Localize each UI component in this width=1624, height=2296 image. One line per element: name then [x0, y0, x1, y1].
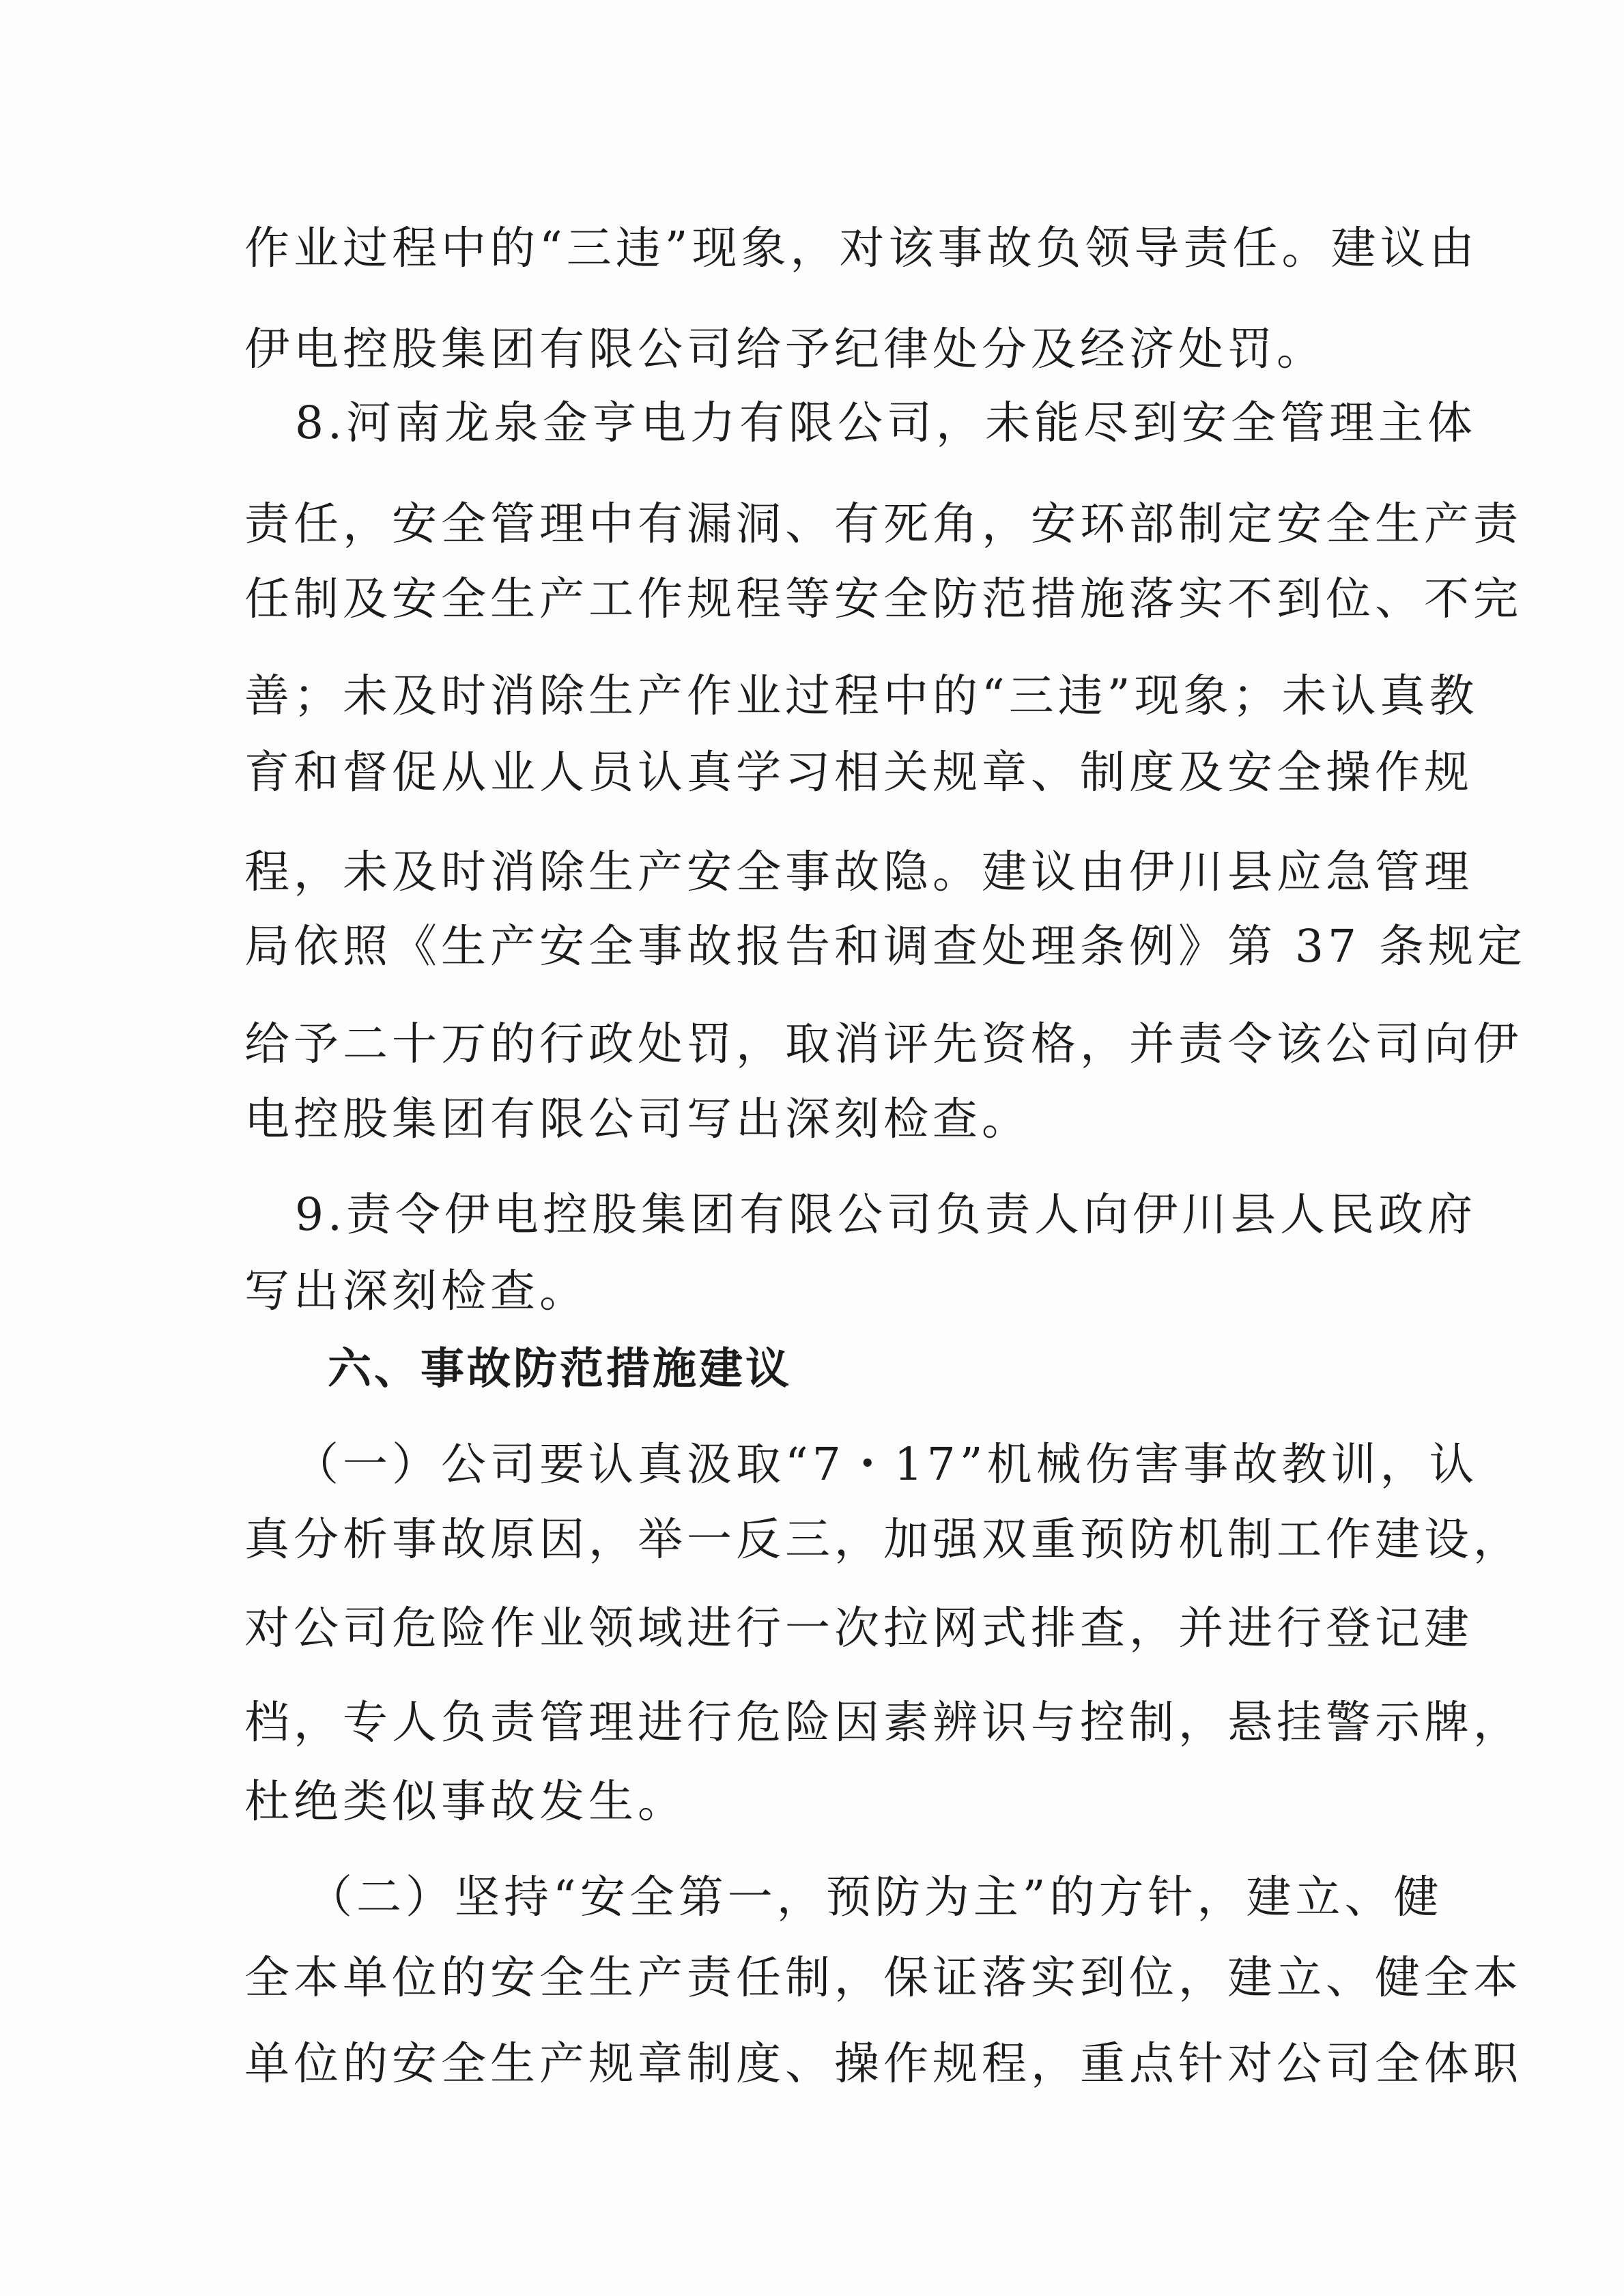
- item-8-line-7: 局依照《生产安全事故报告和调查处理条例》第 37 条规定: [244, 920, 1526, 973]
- item-8-line-5: 育和督促从业人员认真学习相关规章、制度及安全操作规: [244, 746, 1473, 799]
- measure-1-line-2: 真分析事故原因，举一反三，加强双重预防机制工作建设，: [244, 1513, 1522, 1566]
- measure-2-line-2: 全本单位的安全生产责任制，保证落实到位，建立、健全本: [244, 1951, 1522, 2004]
- body-line-2: 伊电控股集团有限公司给予纪律处分及经济处罚。: [244, 323, 1326, 375]
- measure-2-line-1: （二）坚持“安全第一，预防为主”的方针，建立、健: [307, 1871, 1443, 1923]
- item-8-line-2: 责任，安全管理中有漏洞、有死角，安环部制定安全生产责: [244, 498, 1522, 550]
- item-8-line-6: 程，未及时消除生产安全事故隐。建议由伊川县应急管理: [244, 846, 1473, 898]
- measure-1-line-4: 档，专人负责管理进行危险因素辨识与控制，悬挂警示牌，: [244, 1696, 1522, 1749]
- section-heading: 六、事故防范措施建议: [328, 1344, 792, 1394]
- item-8-line-8: 给予二十万的行政处罚，取消评先资格，并责令该公司向伊: [244, 1018, 1522, 1070]
- item-8-line-4: 善；未及时消除生产作业过程中的“三违”现象；未认真教: [244, 670, 1479, 722]
- item-9-line-1: 9.责令伊电控股集团有限公司负责人向伊川县人民政府: [295, 1188, 1477, 1241]
- body-line-1: 作业过程中的“三违”现象，对该事故负领导责任。建议由: [244, 222, 1479, 274]
- item-8-line-9: 电控股集团有限公司写出深刻检查。: [244, 1093, 1031, 1145]
- item-8-line-1: 8.河南龙泉金亨电力有限公司，未能尽到安全管理主体: [295, 397, 1477, 449]
- measure-1-line-3: 对公司危险作业领域进行一次拉网式排查，并进行登记建: [244, 1602, 1473, 1654]
- measure-1-line-5: 杜绝类似事故发生。: [244, 1775, 687, 1828]
- measure-1-line-1: （一）公司要认真汲取“7・17”机械伤害事故教训，认: [294, 1438, 1479, 1491]
- item-8-line-3: 任制及安全生产工作规程等安全防范措施落实不到位、不完: [244, 573, 1522, 625]
- measure-2-line-3: 单位的安全生产规章制度、操作规程，重点针对公司全体职: [244, 2037, 1522, 2090]
- item-9-line-2: 写出深刻检查。: [244, 1265, 588, 1317]
